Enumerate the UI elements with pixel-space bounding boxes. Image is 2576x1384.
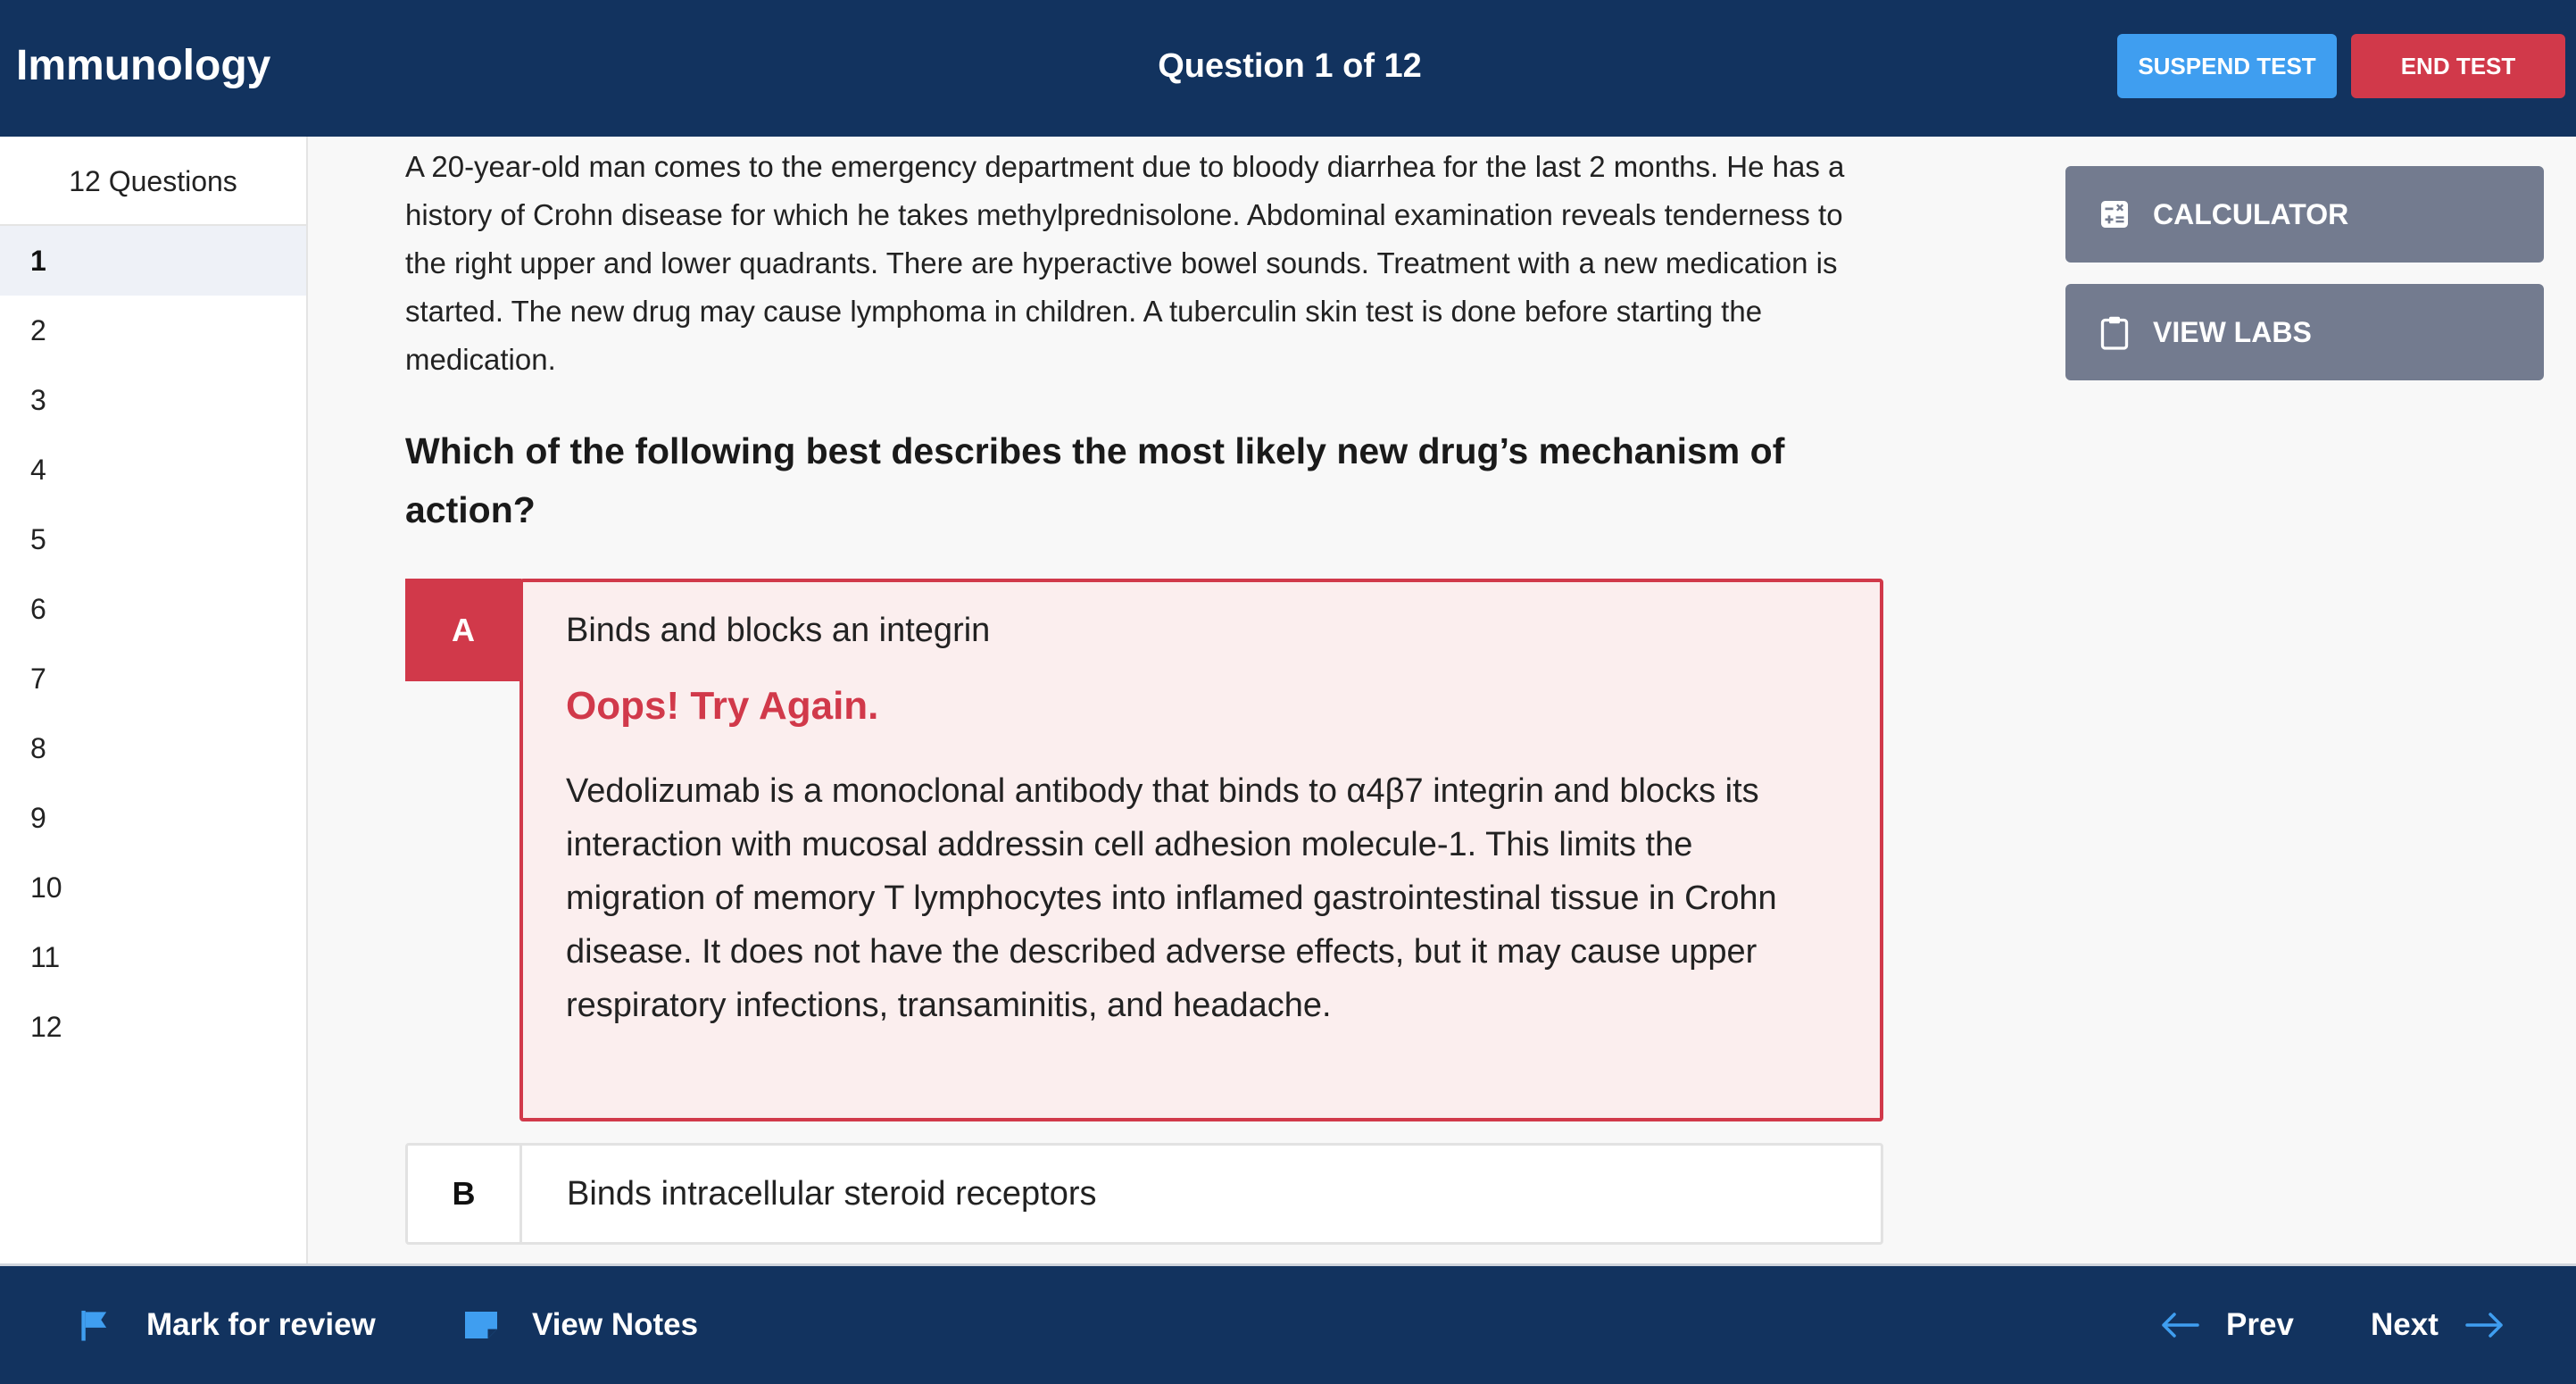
- prev-label: Prev: [2226, 1307, 2294, 1342]
- sidebar-item-question-10[interactable]: 10: [30, 871, 62, 904]
- view-notes-label: View Notes: [532, 1307, 699, 1342]
- question-stem: A 20-year-old man comes to the emergency department due to bloody diarrhea for the last 2 months. He has a history of Crohn disease for which he takes methylprednisolone. Abdominal examination reveals tenderness to the right upper and lower quadrants. There are hyperactive bowel sounds. Treatment with a new medication is started. The new drug may cause lymphoma in children. A tuberculin skin test is done before starting the medication.: [405, 150, 1845, 376]
- next-button[interactable]: [2371, 1266, 2505, 1384]
- explanation-text: Vedolizumab is a monoclonal antibody that binds to α4β7 integrin and blocks its interaction with mucosal addressin cell adhesion molecule-1. This limits the migration of memory T lymphocytes into inflamed gastrointestinal tissue in Crohn disease. It does not have the described adverse effects, but it may cause upper respiratory infections, transaminitis, and headache.: [566, 772, 1777, 1024]
- sidebar-item-question-4[interactable]: 4: [30, 454, 46, 486]
- top-bar: [0, 0, 2576, 137]
- app-title: Immunology: [16, 42, 271, 89]
- sidebar-item-question-3[interactable]: 3: [30, 384, 46, 416]
- sidebar-item-question-9[interactable]: 9: [30, 802, 46, 834]
- option-b-text[interactable]: Binds intracellular steroid receptors: [567, 1175, 1097, 1213]
- view-labs-label: VIEW LABS: [2153, 315, 2312, 348]
- option-a-text[interactable]: Binds and blocks an integrin: [566, 612, 991, 649]
- arrow-left-icon: [2160, 1312, 2199, 1338]
- sidebar-heading: 12 Questions: [0, 137, 306, 226]
- clipboard-icon: [2098, 315, 2131, 349]
- arrow-right-icon: [2465, 1312, 2505, 1338]
- view-notes-button[interactable]: [462, 1266, 698, 1384]
- prev-button[interactable]: [2160, 1266, 2294, 1384]
- sidebar-item-question-1[interactable]: 1: [0, 226, 306, 296]
- option-a-letter[interactable]: A: [405, 579, 521, 681]
- feedback-title: Oops! Try Again.: [566, 684, 879, 728]
- mark-for-review-label: Mark for review: [146, 1307, 376, 1342]
- sidebar-item-question-7[interactable]: 7: [30, 663, 46, 695]
- calculator-icon: [2098, 197, 2131, 231]
- sidebar-item-question-5[interactable]: 5: [30, 523, 46, 555]
- question-counter: Question 1 of 12: [1158, 47, 1422, 85]
- sidebar-item-question-6[interactable]: 6: [30, 593, 46, 625]
- bottom-bar: [0, 1263, 2576, 1384]
- sidebar-item-question-2[interactable]: 2: [30, 314, 46, 346]
- note-icon: [462, 1309, 500, 1341]
- option-b[interactable]: [405, 1143, 1883, 1245]
- mark-for-review-button[interactable]: [79, 1266, 376, 1384]
- sidebar-item-question-11[interactable]: 11: [30, 941, 61, 973]
- option-b-letter[interactable]: B: [408, 1146, 522, 1242]
- question-prompt: Which of the following best describes the most likely new drug’s mechanism of action?: [405, 430, 1785, 530]
- question-sidebar: [0, 137, 308, 1263]
- sidebar-item-question-8[interactable]: 8: [30, 732, 46, 764]
- flag-icon: [79, 1308, 111, 1342]
- view-labs-button[interactable]: [2065, 284, 2544, 380]
- calculator-button[interactable]: [2065, 166, 2544, 263]
- end-test-button[interactable]: END TEST: [2351, 34, 2565, 98]
- sidebar-item-question-12[interactable]: 12: [30, 1011, 62, 1043]
- suspend-test-button[interactable]: SUSPEND TEST: [2117, 34, 2337, 98]
- next-label: Next: [2371, 1307, 2439, 1342]
- calculator-label: CALCULATOR: [2153, 197, 2349, 230]
- question-list: [0, 226, 306, 1062]
